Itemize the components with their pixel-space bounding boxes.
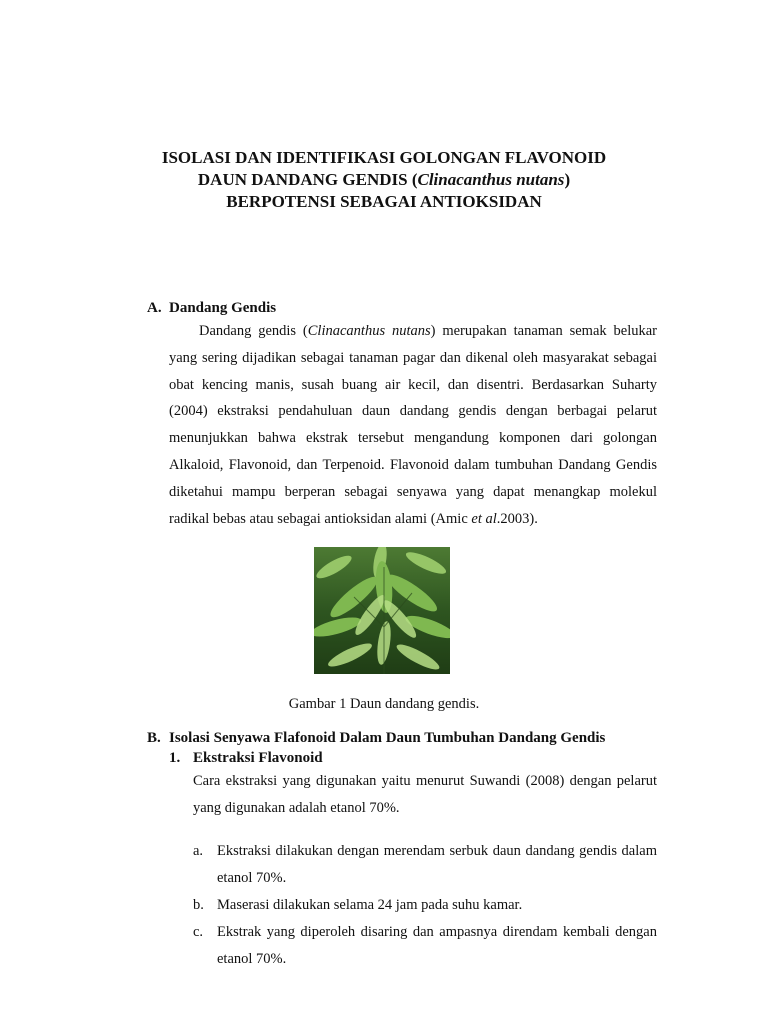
list-item [193, 919, 657, 973]
section-b-marker: B. [147, 730, 161, 746]
list-item [193, 892, 657, 919]
section-a [147, 298, 657, 532]
procedure-list [193, 838, 657, 973]
section-a-marker: A. [147, 300, 162, 316]
section-b [147, 728, 657, 989]
figure-caption: Gambar 1 Daun dandang gendis. [288, 696, 480, 712]
list-item-text: Maserasi dilakukan selama 24 jam pada suhu kamar. [217, 897, 523, 913]
list-item [193, 838, 657, 892]
title-line-2 [100, 169, 668, 191]
para-text-3: .2003). [496, 510, 538, 527]
para-et-al: et al [471, 510, 497, 527]
title-line-2-close: ) [564, 170, 571, 189]
list-marker: c. [193, 924, 204, 940]
section-a-title: Dandang Gendis [169, 300, 277, 316]
list-item-text: Ekstrak yang diperoleh disaring dan ampasnya direndam kembali dengan etanol 70%. [217, 924, 657, 967]
title-species-name: Clinacanthus nutans [417, 170, 565, 189]
section-a-paragraph [169, 318, 657, 532]
document-title [100, 147, 668, 213]
subsection-title: Ekstraksi Flavonoid [193, 750, 323, 766]
plant-photo [314, 547, 450, 674]
para-species-name: Clinacanthus nutans [307, 323, 431, 339]
plant-illustration [314, 547, 450, 674]
list-marker: a. [193, 843, 204, 859]
list-marker: b. [193, 897, 204, 913]
subsection-marker: 1. [169, 750, 181, 766]
title-line-3: BERPOTENSI SEBAGAI ANTIOKSIDAN [226, 192, 542, 211]
title-line-1: ISOLASI DAN IDENTIFIKASI GOLONGAN FLAVONOID [161, 148, 607, 167]
subsection-intro: Cara ekstraksi yang digunakan yaitu menurut Suwandi (2008) dengan pelarut yang digunakan adalah etanol 70%. [193, 773, 657, 816]
subsection-heading [169, 748, 657, 768]
list-item-text: Ekstraksi dilakukan dengan merendam serbuk daun dandang gendis dalam etanol 70%. [217, 843, 657, 886]
section-a-heading [147, 298, 657, 318]
title-line-2-text: DAUN DANDANG GENDIS ( [197, 170, 418, 189]
section-b-title: Isolasi Senyawa Flafonoid Dalam Daun Tumbuhan Dandang Gendis [169, 730, 606, 746]
para-text-2: ) merupakan tanaman semak belukar yang sering dijadikan sebagai tanaman pagar dan dikenal oleh masyarakat sebagai obat kencing manis, susah buang air kecil, dan disentri. Berdasarkan Suharty (2004) ekstraksi pendahuluan daun dandang gendis dengan berbagai pelarut menunjukkan bahwa ekstrak tersebut mengandung komponen dari golongan Alkaloid, Flavonoid, dan Terpenoid. Flavonoid dalam tumbuhan Dandang Gendis diketahui mampu berperan sebagai senyawa yang dapat menangkap molekul radikal bebas atau sebagai antioksidan alami (Amic [169, 323, 657, 527]
para-text-1: Dandang gendis ( [199, 323, 308, 339]
section-b-heading [147, 728, 657, 748]
